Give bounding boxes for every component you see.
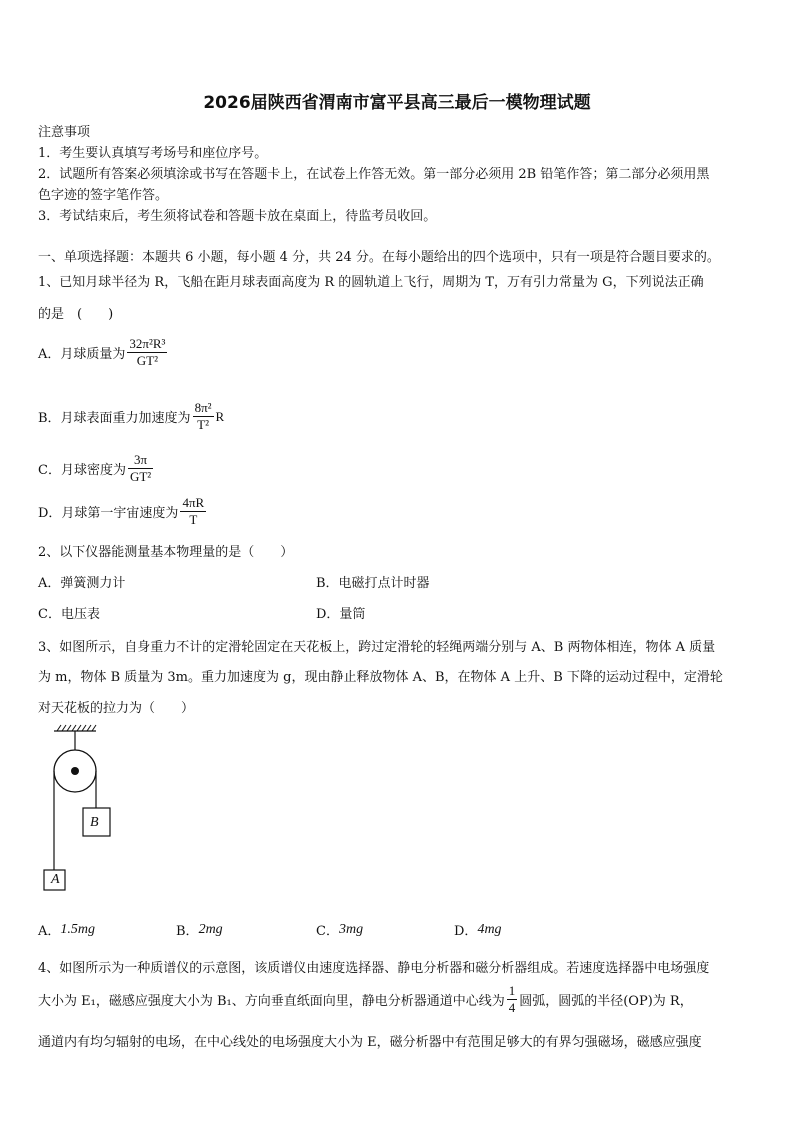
question-3-stem-cont: 对天花板的拉力为（ ） (38, 701, 195, 716)
option-label: B． (176, 924, 199, 939)
option-value: 3mg (338, 921, 364, 937)
notice-item: 色字迹的签字笔作答。 (38, 188, 169, 203)
option-label: D．月球第一宇宙速度为 (38, 506, 179, 521)
option-value: 1.5mg (60, 921, 96, 937)
option-label: D． (454, 924, 478, 939)
option-label: A．月球质量为 (38, 347, 126, 362)
fraction-denominator: GT² (129, 469, 152, 484)
fraction (127, 336, 167, 369)
fraction-numerator: 1 (508, 983, 516, 998)
fraction-denominator: T² (197, 417, 209, 432)
option-value: 4mg (477, 921, 502, 937)
option-label: C． (316, 924, 339, 939)
q3-option-a (38, 920, 95, 939)
question-2-stem: 2、以下仪器能测量基本物理量的是（ ） (38, 545, 294, 560)
question-3-stem-cont: 为 m，物体 B 质量为 3m。重力加速度为 g，现由静止释放物体 A、B，在物体 A 上升、B 下降的运动过程中，定滑轮 (38, 670, 723, 685)
fraction-denominator: 4 (508, 1000, 516, 1015)
q3-option-d (454, 920, 502, 939)
q1-option-a (38, 336, 169, 369)
question-4-stem-cont: 通道内有均匀辐射的电场，在中心线处的电场强度大小为 E，磁分析器中有范围足够大的有界匀强磁场，磁感应强度 (38, 1035, 702, 1050)
fraction (193, 400, 214, 433)
page-title: 2026届陕西省渭南市富平县高三最后一模物理试题 (203, 93, 591, 113)
fraction (128, 452, 153, 485)
q2-option-b: B．电磁打点计时器 (316, 576, 430, 591)
fraction (507, 983, 518, 1016)
fraction-numerator: 8π² (194, 400, 212, 415)
section-heading: 一、单项选择题：本题共 6 小题，每小题 4 分，共 24 分。在每小题给出的四个选项中，只有一项是符合题目要求的。 (38, 250, 720, 265)
pulley-diagram (40, 722, 130, 894)
option-label: B．月球表面重力加速度为 (38, 411, 191, 426)
fraction-numerator: 4πR (182, 495, 205, 510)
stem-text: 大小为 E₁，磁感应强度大小为 B₁、方向垂直纸面向里，静电分析器通道中心线为 (38, 994, 505, 1009)
option-value: 2mg (198, 921, 223, 937)
q1-option-d (38, 495, 208, 528)
q3-option-b (176, 920, 223, 939)
question-1-stem-cont: 的是 ( ) (38, 307, 114, 322)
notice-item: 2．试题所有答案必须填涂或书写在答题卡上，在试卷上作答无效。第一部分必须用 2B 铅笔作答；第二部分必须用黑 (38, 167, 710, 182)
fraction-numerator: 3π (128, 452, 153, 469)
fraction (180, 495, 206, 528)
q3-option-c (316, 920, 363, 939)
q2-option-c: C．电压表 (38, 607, 100, 622)
question-3-stem: 3、如图所示，自身重力不计的定滑轮固定在天花板上，跨过定滑轮的轻绳两端分别与 A、B 两物体相连，物体 A 质量 (38, 640, 716, 655)
block-b-label: B (90, 815, 99, 830)
variable-r: R (215, 408, 225, 424)
notice-item: 3．考试结束后，考生须将试卷和答题卡放在桌面上，待监考员收回。 (38, 209, 437, 224)
notice-item: 1．考生要认真填写考场号和座位序号。 (38, 146, 268, 161)
fraction-denominator: T (189, 512, 198, 527)
question-4-stem-cont (38, 983, 693, 1016)
option-label: C．月球密度为 (38, 463, 126, 478)
q1-option-c (38, 452, 155, 485)
option-label: A． (38, 924, 61, 939)
notice-heading: 注意事项 (38, 125, 91, 140)
block-a-label: A (51, 872, 60, 887)
q2-option-d: D．量筒 (316, 607, 366, 622)
q1-option-b (38, 400, 224, 433)
fraction-denominator: GT² (136, 353, 159, 368)
question-4-stem: 4、如图所示为一种质谱仪的示意图，该质谱仪由速度选择器、静电分析器和磁分析器组成。若速度选择器中电场强度 (38, 961, 710, 976)
fraction-numerator: 32π²R³ (129, 336, 166, 351)
question-1-stem: 1、已知月球半径为 R，飞船在距月球表面高度为 R 的圆轨道上飞行，周期为 T，万有引力常量为 G，下列说法正确 (38, 275, 704, 290)
stem-text: 圆弧，圆弧的半径(OP)为 R， (519, 994, 693, 1009)
q2-option-a: A．弹簧测力计 (38, 576, 126, 591)
